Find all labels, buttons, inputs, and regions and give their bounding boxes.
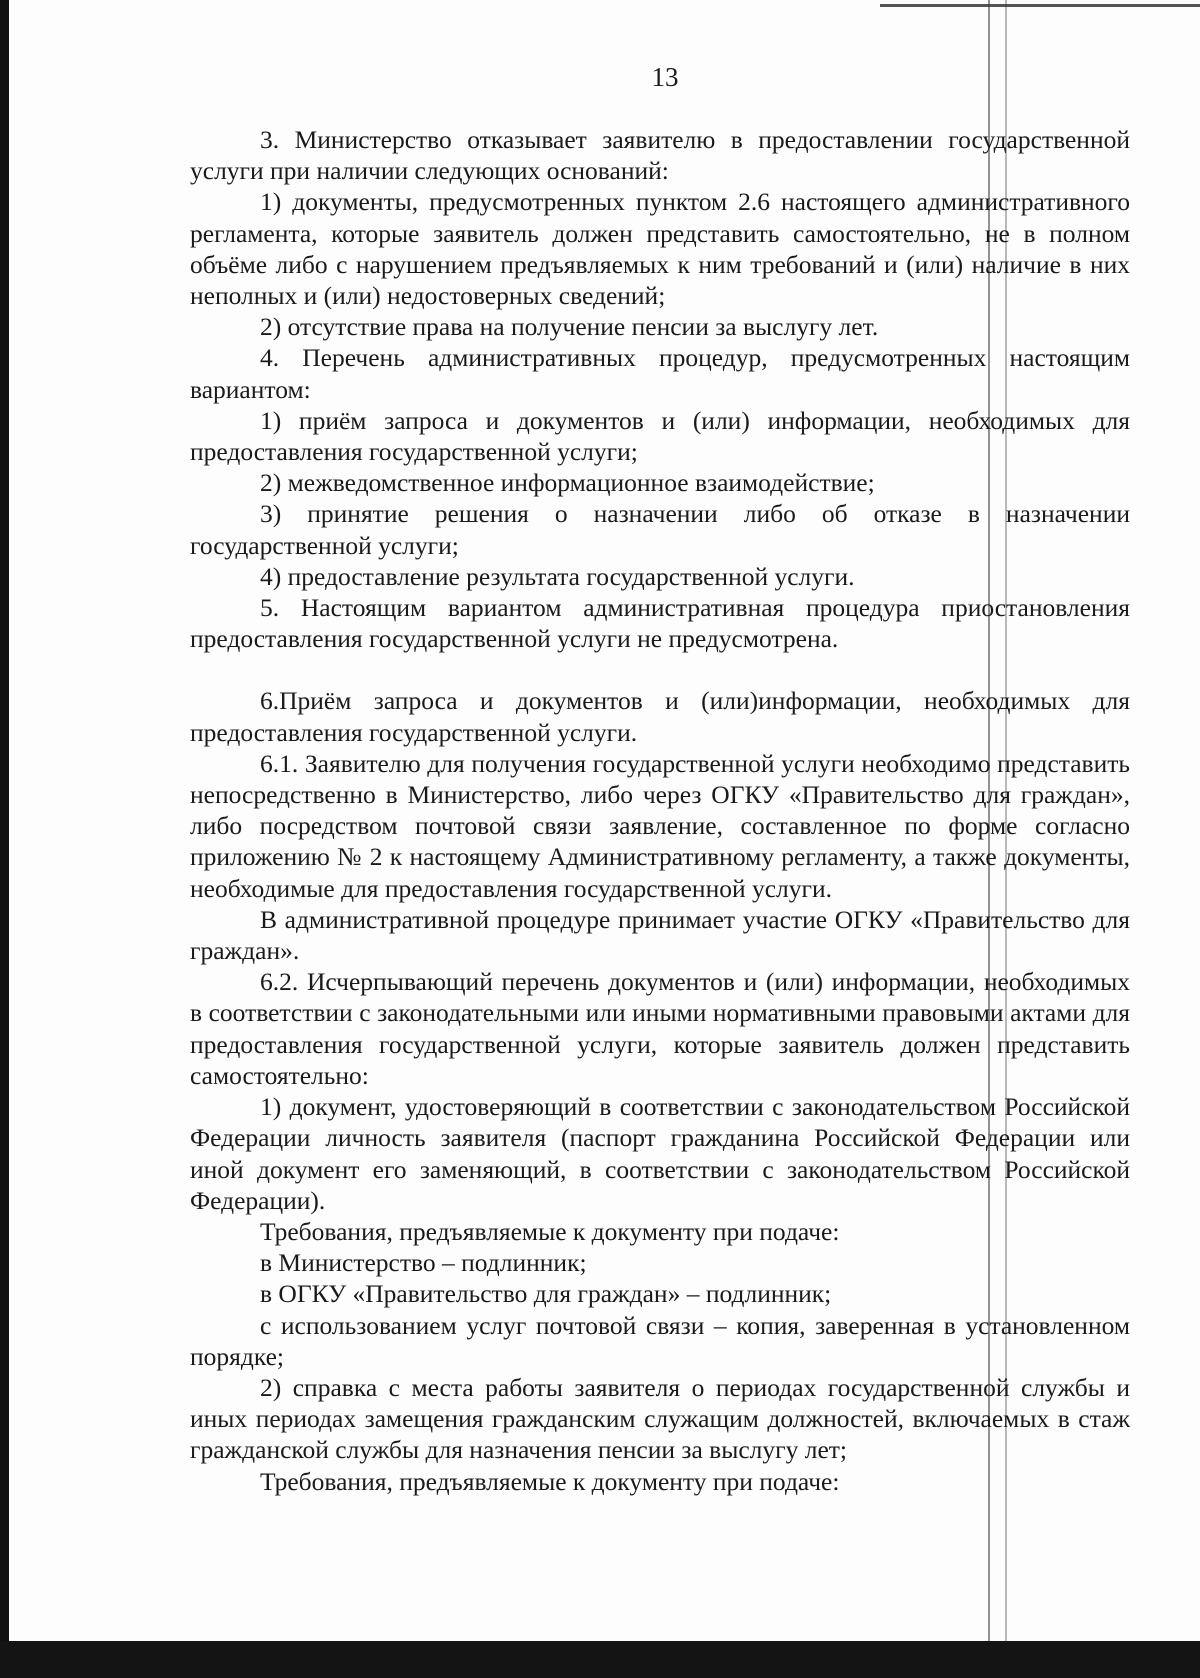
paragraph: 5. Настоящим вариантом административная процедура приостановления предоставления государственной услуги не предусмотрена. xyxy=(190,593,1130,654)
page-number: 13 xyxy=(651,62,679,92)
paragraph: 6.2. Исчерпывающий перечень документов и (или) информации, необходимых в соответствии с законодательными или иными нормативными правовыми актами для предоставления государственной услуги, которые заявитель должен представить самостоятельно: xyxy=(190,967,1130,1090)
document-text xyxy=(190,124,1130,1497)
paragraph: В административной процедуре принимает участие ОГКУ «Правительство для граждан». xyxy=(190,904,1130,966)
paragraph: 2) межведомственное информационное взаимодействие; xyxy=(260,468,875,498)
paragraph: 4. Перечень административных процедур, предусмотренных настоящим вариантом: xyxy=(190,343,1130,404)
paragraph: Требования, предъявляемые к документу при подаче: xyxy=(260,1466,840,1496)
paragraph: Требования, предъявляемые к документу при подаче: xyxy=(260,1216,840,1246)
paragraph: 1) документ, удостоверяющий в соответствии с законодательством Российской Федерации личность заявителя (паспорт гражданина Российской Федерации или иной документ его заменяющий, в соответствии с законодательством Российской Федерации). xyxy=(190,1092,1130,1215)
scan-left-edge xyxy=(0,0,9,1678)
scan-top-line xyxy=(880,4,1200,7)
paragraph: с использованием услуг почтовой связи – копия, заверенная в установленном порядке; xyxy=(190,1310,1130,1371)
paragraph: 3) принятие решения о назначении либо об отказе в назначении государственной услуги; xyxy=(190,499,1130,560)
paragraph: 4) предоставление результата государственной услуги. xyxy=(260,561,855,591)
paragraph: 6.1. Заявителю для получения государственной услуги необходимо представить непосредственно в Министерство, либо через ОГКУ «Правительство для граждан», либо посредством почтовой связи заявление, составленное по форме согласно приложению № 2 к настоящему Административному регламенту, а также документы, необходимые для предоставления государственной услуги. xyxy=(190,748,1130,903)
paragraph: 2) отсутствие права на получение пенсии за выслугу лет. xyxy=(260,312,879,342)
paragraph: 1) документы, предусмотренных пунктом 2.6 настоящего административного регламента, которые заявитель должен представить самостоятельно, не в полном объёме либо с нарушением предъявляемых к ним требований и (или) наличие в них неполных и (или) недостоверных сведений; xyxy=(190,187,1130,311)
paragraph: в ОГКУ «Правительство для граждан» – подлинник; xyxy=(260,1279,832,1309)
paragraph: в Министерство – подлинник; xyxy=(260,1248,587,1278)
paragraph: 2) справка с места работы заявителя о периодах государственной службы и иных периодах замещения гражданским служащим должностей, включаемых в стаж гражданской службы для назначения пенсии за выслугу лет; xyxy=(190,1372,1130,1465)
paragraph: 1) приём запроса и документов и (или) информации, необходимых для предоставления государственной услуги; xyxy=(190,405,1130,467)
paragraph: 3. Министерство отказывает заявителю в предоставлении государственной услуги при наличии следующих оснований: xyxy=(190,125,1130,186)
section-heading: 6.Приём запроса и документов и (или)информации, необходимых для предоставления государственной услуги. xyxy=(190,686,1130,747)
scan-bottom-edge xyxy=(0,1641,1200,1678)
